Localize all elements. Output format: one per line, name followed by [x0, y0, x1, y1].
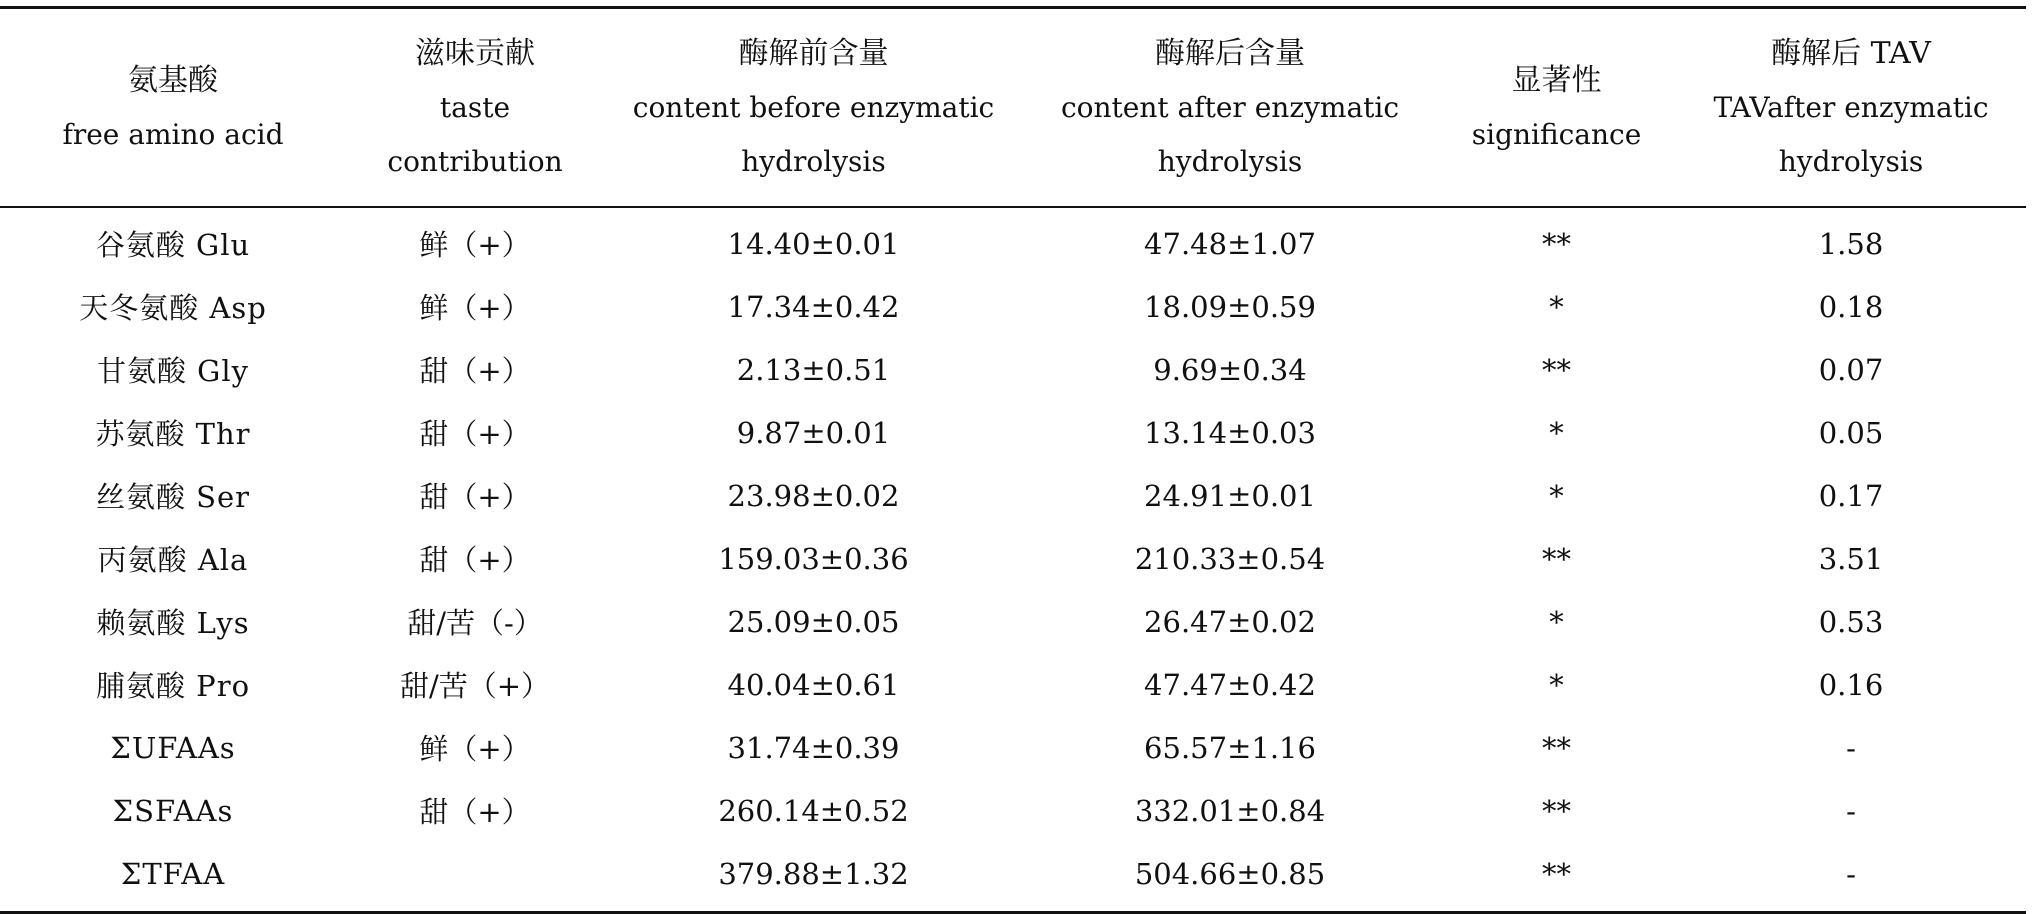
column-header-en-line: hydrolysis	[1778, 144, 1924, 178]
column-header-en-line: taste	[439, 90, 511, 124]
cell-before: 25.09±0.05	[727, 604, 900, 639]
table-row	[0, 842, 2026, 913]
cell-significance: **	[1542, 226, 1571, 261]
cell-tav: -	[1846, 730, 1856, 765]
column-header-zh: 酶解后 TAV	[1771, 35, 1931, 71]
cell-significance: **	[1542, 541, 1571, 576]
cell-amino-acid: 赖氨酸 Lys	[96, 606, 250, 640]
cell-before: 23.98±0.02	[727, 478, 900, 513]
cell-taste: 甜/苦（+）	[399, 669, 551, 703]
column-header-zh: 滋味贡献	[415, 35, 535, 71]
cell-significance: *	[1549, 478, 1564, 513]
cell-after: 210.33±0.54	[1134, 541, 1326, 576]
cell-taste: 鲜（+）	[419, 228, 531, 262]
cell-significance: **	[1542, 730, 1571, 765]
cell-after: 24.91±0.01	[1144, 478, 1316, 513]
column-header-zh: 酶解前含量	[738, 35, 889, 71]
cell-before: 2.13±0.51	[736, 352, 891, 387]
table-row	[0, 338, 2026, 401]
cell-tav: -	[1846, 793, 1856, 828]
column-header-en-line: contribution	[387, 144, 563, 178]
header-row	[0, 8, 2026, 208]
cell-before: 14.40±0.01	[727, 226, 900, 261]
cell-amino-acid: ΣTFAA	[0, 842, 346, 913]
cell-taste: 甜（+）	[419, 795, 531, 829]
column-header-zh: 氨基酸	[128, 62, 218, 98]
cell-tav: 0.16	[1818, 667, 1884, 702]
cell-before: 159.03±0.36	[718, 541, 909, 576]
table-row	[0, 653, 2026, 716]
cell-after: 65.57±1.16	[1144, 730, 1316, 765]
column-header-en-line: TAVafter enzymatic	[1713, 90, 1989, 124]
column-header-en-line: free amino acid	[62, 117, 284, 151]
cell-before: 17.34±0.42	[727, 289, 900, 324]
column-header-en-line: hydrolysis	[1157, 144, 1303, 178]
cell-amino-acid: 苏氨酸 Thr	[95, 417, 251, 451]
table-row	[0, 275, 2026, 338]
table-row	[0, 401, 2026, 464]
cell-tav: 0.18	[1818, 289, 1884, 324]
cell-tav: 0.17	[1818, 478, 1884, 513]
column-header-4	[1437, 8, 1676, 208]
cell-significance: **	[1542, 793, 1571, 828]
cell-before: 9.87±0.01	[736, 415, 891, 450]
column-header-3	[1023, 8, 1437, 208]
cell-taste: 鲜（+）	[419, 291, 531, 325]
column-header-en-line: hydrolysis	[741, 144, 886, 178]
cell-taste: 甜（+）	[419, 480, 531, 514]
cell-after: 504.66±0.85	[1023, 842, 1437, 913]
cell-significance: *	[1549, 415, 1564, 450]
cell-after: 18.09±0.59	[1144, 289, 1316, 324]
amino-acid-table	[0, 6, 2026, 914]
cell-significance: *	[1549, 667, 1564, 702]
cell-after: 26.47±0.02	[1144, 604, 1316, 639]
cell-amino-acid: 天冬氨酸 Asp	[79, 291, 267, 325]
column-header-5	[1676, 8, 2026, 208]
cell-before: 31.74±0.39	[727, 730, 900, 765]
cell-tav: -	[1676, 842, 2026, 913]
cell-taste: 甜（+）	[419, 354, 531, 388]
cell-after: 47.48±1.07	[1144, 226, 1316, 261]
cell-taste	[346, 842, 604, 913]
cell-significance: *	[1549, 289, 1564, 324]
cell-taste: 鲜（+）	[419, 732, 531, 766]
column-header-en-line: content before enzymatic	[632, 90, 995, 124]
cell-significance: **	[1542, 352, 1571, 387]
column-header-zh: 显著性	[1511, 62, 1602, 98]
cell-before: 260.14±0.52	[718, 793, 909, 828]
table-body	[0, 207, 2026, 913]
cell-tav: 3.51	[1818, 541, 1884, 576]
cell-after: 13.14±0.03	[1144, 415, 1316, 450]
table-row	[0, 779, 2026, 842]
table-row	[0, 590, 2026, 653]
cell-tav: 0.07	[1818, 352, 1884, 387]
cell-taste: 甜（+）	[419, 543, 531, 577]
cell-amino-acid: 甘氨酸 Gly	[96, 354, 250, 388]
column-header-2	[604, 8, 1023, 208]
cell-significance: *	[1549, 604, 1564, 639]
cell-amino-acid: ΣSFAAs	[112, 793, 234, 828]
column-header-zh: 酶解后含量	[1155, 35, 1305, 71]
cell-taste: 甜（+）	[419, 417, 531, 451]
cell-after: 47.47±0.42	[1144, 667, 1316, 702]
column-header-0	[0, 8, 346, 208]
cell-amino-acid: 丙氨酸 Ala	[97, 543, 249, 577]
cell-amino-acid: 谷氨酸 Glu	[95, 228, 251, 262]
cell-after: 9.69±0.34	[1153, 352, 1307, 387]
cell-tav: 0.53	[1818, 604, 1884, 639]
cell-after: 332.01±0.84	[1134, 793, 1326, 828]
cell-taste: 甜/苦（-）	[407, 606, 543, 640]
table-header	[0, 8, 2026, 208]
table-row	[0, 464, 2026, 527]
cell-significance: **	[1437, 842, 1676, 913]
cell-before: 40.04±0.61	[727, 667, 900, 702]
cell-tav: 0.05	[1818, 415, 1884, 450]
cell-amino-acid: 丝氨酸 Ser	[95, 480, 251, 514]
cell-tav: 1.58	[1818, 226, 1884, 261]
column-header-1	[346, 8, 604, 208]
column-header-en-line: significance	[1471, 117, 1642, 151]
cell-amino-acid: ΣUFAAs	[110, 730, 236, 765]
column-header-en-line: content after enzymatic	[1060, 90, 1400, 124]
table-row	[0, 207, 2026, 275]
cell-amino-acid: 脯氨酸 Pro	[95, 669, 251, 703]
cell-before: 379.88±1.32	[604, 842, 1023, 913]
table-row	[0, 716, 2026, 779]
table-row	[0, 527, 2026, 590]
